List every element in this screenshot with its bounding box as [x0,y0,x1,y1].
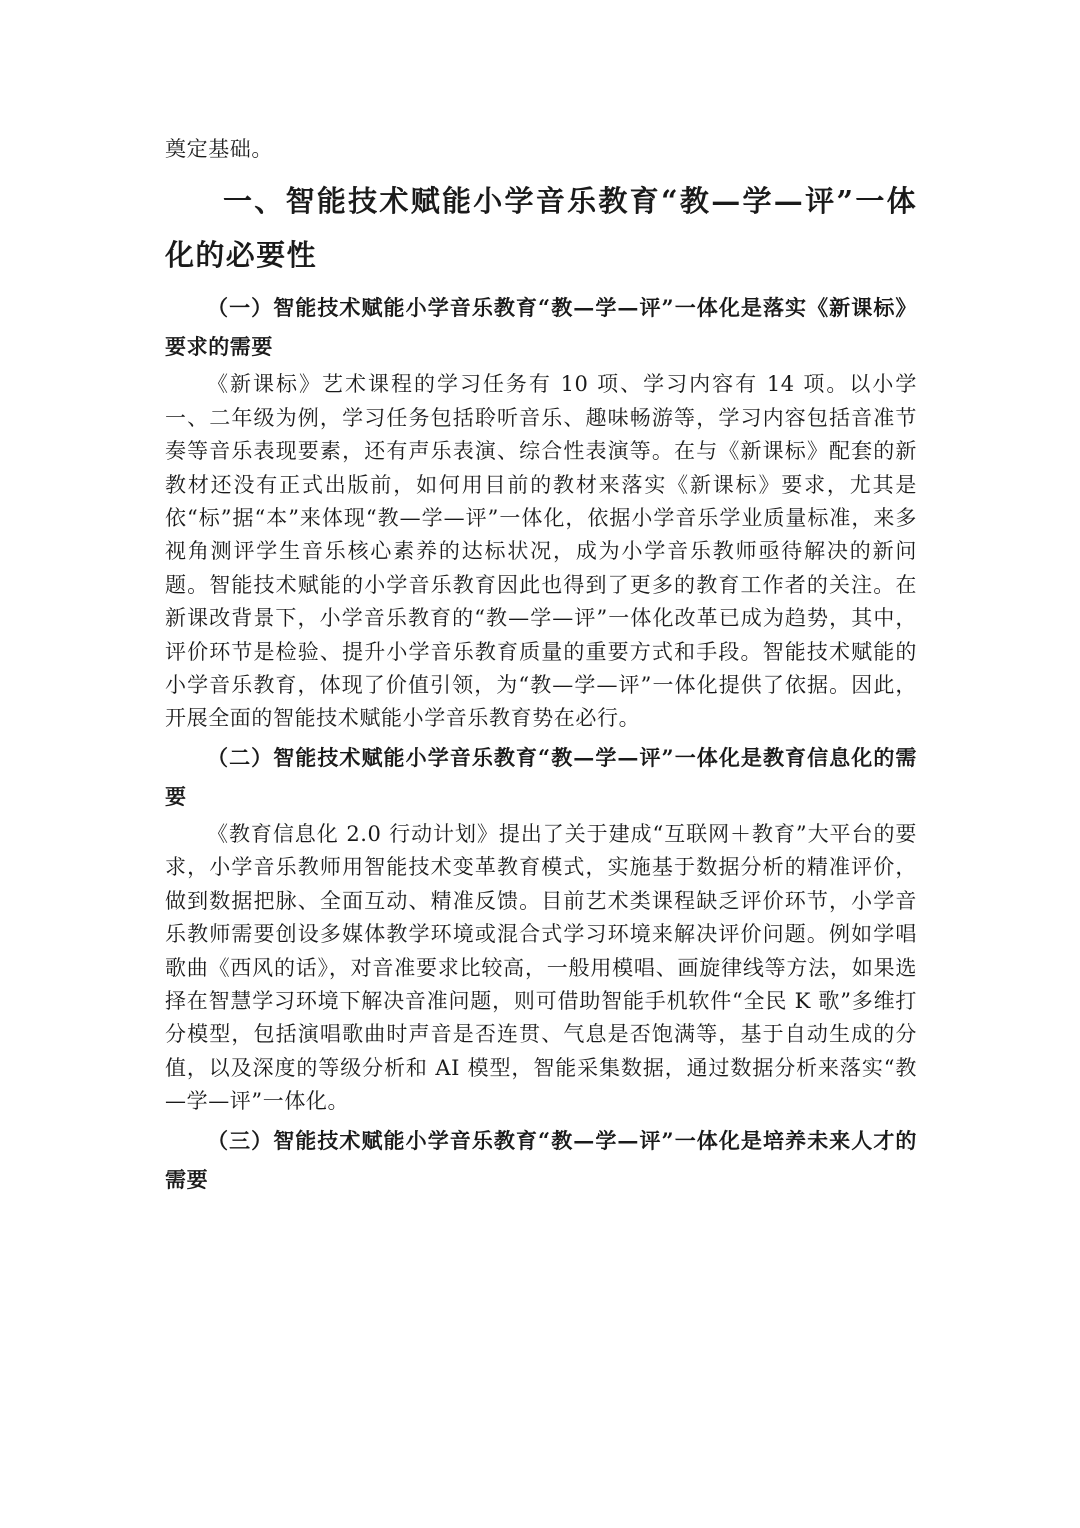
subsection-paragraph-2: 《教育信息化 2.0 行动计划》提出了关于建成“互联网＋教育”大平台的要求，小学音乐教师用智能技术变革教育模式，实施基于数据分析的精准评价，做到数据把脉、全面互动、精准反馈。目前艺术类课程缺乏评价环节，小学音乐教师需要创设多媒体教学环境或混合式学习环境来解决评价问题。例如学唱歌曲《西风的话》，对音准要求比较高，一般用模唱、画旋律线等方法，如果选择在智慧学习环境下解决音准问题，则可借助智能手机软件“全民 K 歌”多维打分模型，包括演唱歌曲时声音是否连贯、气息是否饱满等，基于自动生成的分值，以及深度的等级分析和 AI 模型，智能采集数据，通过数据分析来落实“教—学—评”一体化。 [165,821,917,1114]
lead-line: 奠定基础。 [165,137,273,161]
document-body [165,133,917,1201]
section-title: 一、智能技术赋能小学音乐教育“教—学—评”一体化的必要性 [165,184,917,273]
subsection-paragraph-1: 《新课标》艺术课程的学习任务有 10 项、学习内容有 14 项。以小学一、二年级为例，学习任务包括聆听音乐、趣味畅游等，学习内容包括音准节奏等音乐表现要素，还有声乐表演、综合性表演等。在与《新课标》配套的新教材还没有正式出版前，如何用目前的教材来落实《新课标》要求，尤其是依“标”据“本”来体现“教—学—评”一体化，依据小学音乐学业质量标准，来多视角测评学生音乐核心素养的达标状况，成为小学音乐教师亟待解决的新问题。智能技术赋能的小学音乐教育因此也得到了更多的教育工作者的关注。在新课改背景下，小学音乐教育的“教—学—评”一体化改革已成为趋势，其中，评价环节是检验、提升小学音乐教育质量的重要方式和手段。智能技术赋能的小学音乐教育，体现了价值引领，为“教—学—评”一体化提供了依据。因此，开展全面的智能技术赋能小学音乐教育势在必行。 [165,372,917,731]
subsection-title-1: （一）智能技术赋能小学音乐教育“教—学—评”一体化是落实《新课标》要求的需要 [165,295,917,360]
subsection-title-2: （二）智能技术赋能小学音乐教育“教—学—评”一体化是教育信息化的需要 [165,744,917,809]
subsection-title-3: （三）智能技术赋能小学音乐教育“教—学—评”一体化是培养未来人才的需要 [165,1127,917,1192]
